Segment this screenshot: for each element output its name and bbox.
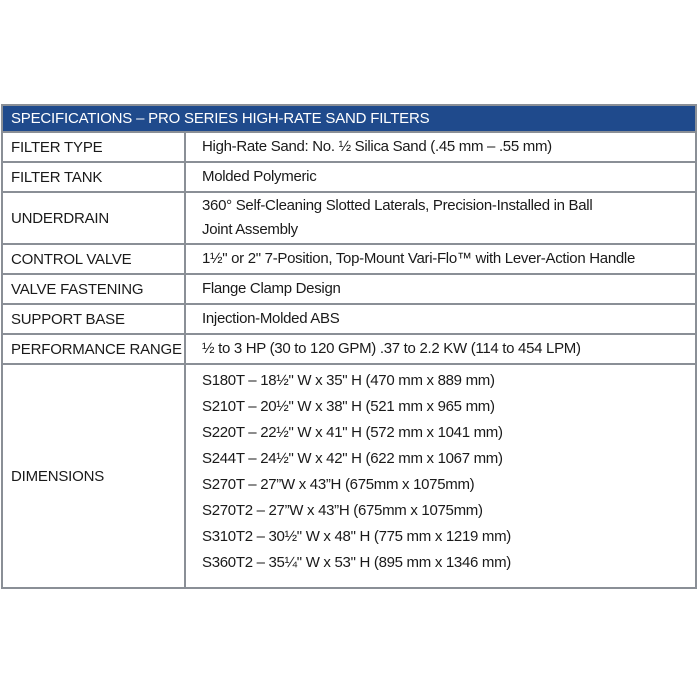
dimension-line: S220T – 22½" W x 41" H (572 mm x 1041 mm) — [202, 424, 503, 441]
value-line: Joint Assembly — [202, 221, 298, 238]
table-title: SPECIFICATIONS – PRO SERIES HIGH-RATE SAND FILTERS — [3, 106, 695, 133]
specifications-table — [1, 104, 697, 589]
value-line: Molded Polymeric — [202, 168, 317, 185]
table-row — [3, 275, 695, 305]
row-value-control-valve — [186, 245, 695, 273]
row-value-filter-type — [186, 133, 695, 161]
value-line: High-Rate Sand: No. ½ Silica Sand (.45 mm – .55 mm) — [202, 138, 552, 155]
dimension-line: S244T – 24½" W x 42" H (622 mm x 1067 mm) — [202, 450, 503, 467]
value-line: Injection-Molded ABS — [202, 310, 340, 327]
dimension-line: S310T2 – 30½" W x 48" H (775 mm x 1219 mm) — [202, 528, 512, 545]
row-value-underdrain — [186, 193, 695, 243]
table-row — [3, 245, 695, 275]
value-line: 1½" or 2" 7-Position, Top-Mount Vari-Flo™ with Lever-Action Handle — [202, 250, 635, 267]
dimension-line: S210T – 20½" W x 38" H (521 mm x 965 mm) — [202, 398, 495, 415]
table-row — [3, 133, 695, 163]
row-label-valve-fastening: VALVE FASTENING — [3, 275, 186, 303]
row-label-control-valve: CONTROL VALVE — [3, 245, 186, 273]
row-value-dimensions — [186, 365, 695, 587]
row-value-performance-range — [186, 335, 695, 363]
table-row — [3, 305, 695, 335]
dimension-line: S360T2 – 35¼" W x 53" H (895 mm x 1346 mm) — [202, 554, 512, 571]
row-label-support-base: SUPPORT BASE — [3, 305, 186, 333]
dimension-line: S270T2 – 27”W x 43”H (675mm x 1075mm) — [202, 502, 483, 519]
row-label-dimensions: DIMENSIONS — [3, 365, 186, 587]
row-value-filter-tank — [186, 163, 695, 191]
row-label-performance-range: PERFORMANCE RANGE — [3, 335, 186, 363]
row-value-valve-fastening — [186, 275, 695, 303]
value-line: 360° Self-Cleaning Slotted Laterals, Precision-Installed in Ball — [202, 197, 593, 214]
value-line: Flange Clamp Design — [202, 280, 341, 297]
table-row — [3, 335, 695, 365]
row-value-support-base — [186, 305, 695, 333]
row-label-filter-tank: FILTER TANK — [3, 163, 186, 191]
table-row — [3, 193, 695, 245]
row-label-underdrain: UNDERDRAIN — [3, 193, 186, 243]
table-row — [3, 163, 695, 193]
table-row — [3, 365, 695, 587]
value-line: ½ to 3 HP (30 to 120 GPM) .37 to 2.2 KW (114 to 454 LPM) — [202, 340, 581, 357]
dimension-line: S180T – 18½" W x 35" H (470 mm x 889 mm) — [202, 372, 495, 389]
row-label-filter-type: FILTER TYPE — [3, 133, 186, 161]
dimension-line: S270T – 27”W x 43”H (675mm x 1075mm) — [202, 476, 475, 493]
